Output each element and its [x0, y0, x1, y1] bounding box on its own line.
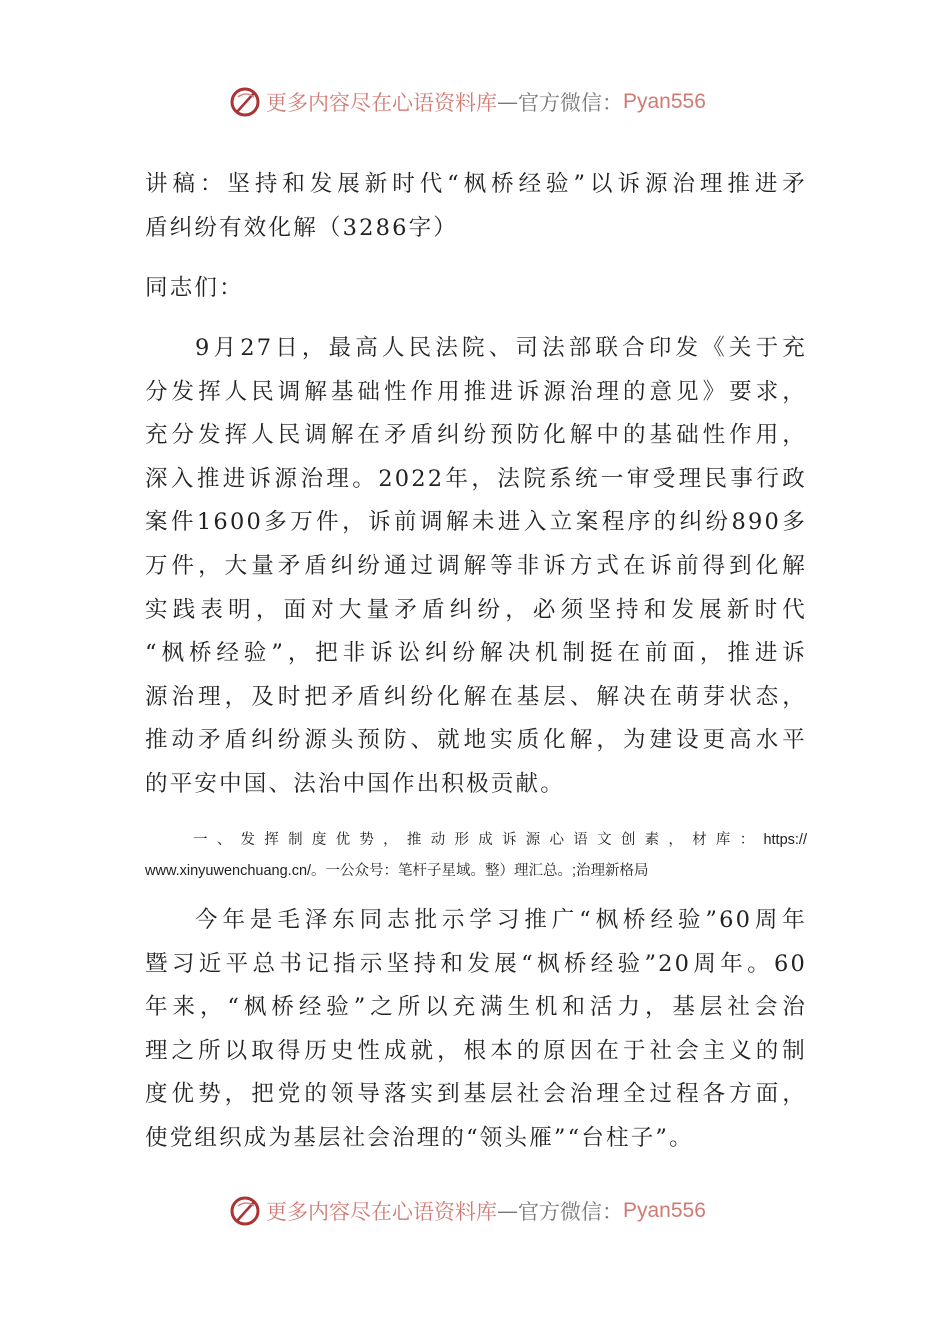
banner-dash: —	[497, 1199, 518, 1223]
paragraph-line: 度优势，把党的领导落实到基层社会治理全过程各方面，	[145, 1081, 807, 1108]
footer-watermark-banner	[228, 1191, 706, 1231]
section-heading: www.xinyuwenchuang.cn/。一公众号：笔杆子星域。整）理汇总。;治理新格局	[145, 863, 649, 879]
salutation: 同志们：	[145, 275, 244, 301]
paragraph-line: 年来，“枫桥经验”之所以充满生机和活力，基层社会治	[145, 994, 807, 1021]
document-title: 讲稿：坚持和发展新时代“枫桥经验”以诉源治理推进矛	[145, 171, 807, 197]
banner-wechat-id: Pyan556	[623, 1199, 706, 1222]
paragraph-line: 充分发挥人民调解在矛盾纠纷预防化解中的基础性作用，	[145, 422, 807, 449]
paragraph-line: 分发挥人民调解基础性作用推进诉源治理的意见》要求，	[145, 378, 807, 405]
section-heading: 一、发挥制度优势，推动形成诉源心语文创素，材库：https://	[193, 832, 807, 848]
banner-label: 官方微信：	[518, 1200, 623, 1224]
paragraph-line: 实践表明，面对大量矛盾纠纷，必须坚持和发展新时代	[145, 596, 807, 623]
paragraph-line: 9月27日，最高人民法院、司法部联合印发《关于充	[195, 335, 807, 361]
quill-logo-icon	[228, 85, 262, 119]
banner-prefix: 更多内容尽在心语资料库	[266, 91, 497, 115]
quill-logo-icon	[228, 1194, 262, 1228]
banner-dash: —	[497, 90, 518, 114]
document-title: 盾纠纷有效化解（3286字）	[145, 215, 459, 241]
banner-wechat-id: Pyan556	[623, 90, 706, 113]
paragraph-line: 今年是毛泽东同志批示学习推广“枫桥经验”60周年	[195, 907, 807, 933]
paragraph-line: 理之所以取得历史性成就，根本的原因在于社会主义的制	[145, 1037, 807, 1064]
paragraph-line: 使党组织成为基层社会治理的“领头雁”“台柱子”。	[145, 1125, 694, 1151]
banner-prefix: 更多内容尽在心语资料库	[266, 1200, 497, 1224]
banner-label: 官方微信：	[518, 91, 623, 115]
paragraph-line: 源治理，及时把矛盾纠纷化解在基层、解决在萌芽状态，	[145, 683, 807, 710]
paragraph-line: 暨习近平总书记指示坚持和发展“枫桥经验”20周年。60	[145, 950, 807, 977]
paragraph-line: 推动矛盾纠纷源头预防、就地实质化解，为建设更高水平	[145, 727, 807, 754]
paragraph-line: 案件1600多万件，诉前调解未进入立案程序的纠纷890多	[145, 509, 807, 536]
paragraph-line: “枫桥经验”，把非诉讼纠纷解决机制挺在前面，推进诉	[145, 640, 807, 667]
paragraph-line: 深入推进诉源治理。2022年，法院系统一审受理民事行政	[145, 465, 807, 492]
header-watermark-banner	[228, 82, 706, 122]
paragraph-line: 的平安中国、法治中国作出积极贡献。	[145, 771, 565, 797]
paragraph-line: 万件，大量矛盾纠纷通过调解等非诉方式在诉前得到化解	[145, 553, 807, 579]
